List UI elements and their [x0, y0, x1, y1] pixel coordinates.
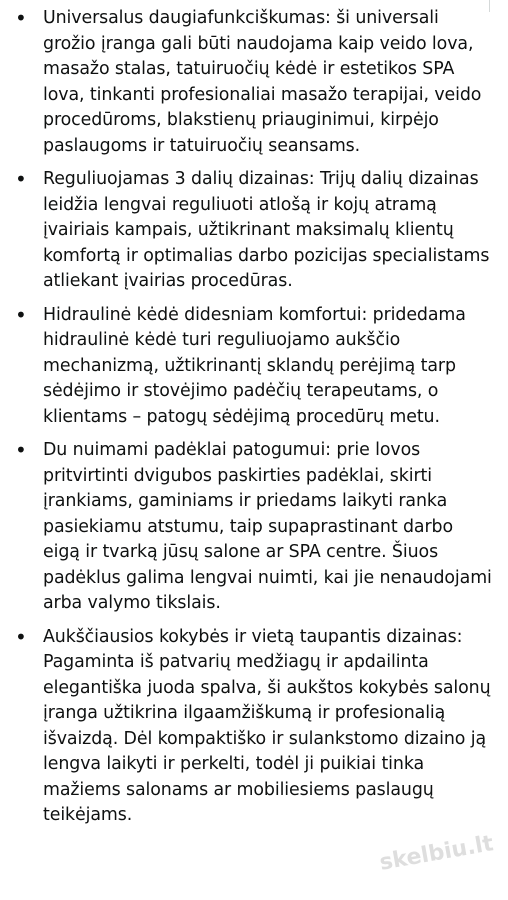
bullet-icon: •	[15, 6, 27, 30]
feature-text: Hidraulinė kėdė didesniam komfortui: pridedama hidraulinė kėdė turi reguliuojamo aukščio mechanizmą, užtikrinantį sklandų perėjimą tarp sėdėjimo ir stovėjimo padėčių terapeutams, o klientams – patogų sėdėjimą procedūrų metu.	[43, 304, 466, 427]
feature-item	[14, 625, 494, 829]
feature-item	[14, 6, 494, 159]
feature-item	[14, 438, 494, 617]
feature-text: Du nuimami padėklai patogumui: prie lovos pritvirtinti dvigubos paskirties padėklai, skirti įrankiams, gaminiams ir priedams laikyti ranka pasiekiamu atstumu, taip supaprastinant darbo eigą ir tvarką jūsų salone ar SPA centre. Šiuos padėklus galima lengvai nuimti, kai jie nenaudojami arba valymo tikslais.	[43, 440, 492, 613]
feature-text: Reguliuojamas 3 dalių dizainas: Trijų dalių dizainas leidžia lengvai reguliuoti atlošą ir kojų atramą įvairiais kampais, užtikrinant maksimalų klientų komfortą ir optimalias darbo pozicijas specialistams atliekant įvairias procedūras.	[43, 169, 490, 291]
divider-line	[489, 0, 490, 12]
feature-text: Aukščiausios kokybės ir vietą taupantis dizainas: Pagaminta iš patvarių medžiagų ir apdailinta elegantiška juoda spalva, ši aukštos kokybės salonų įranga užtikrina ilgaamžiškumą ir profesionalią išvaizdą. Dėl kompaktiško ir sulankstomo dizaino ją lengva laikyti ir perkelti, todėl ji puikiai tinka mažiems salonams ar mobiliesiems paslaugų teikėjams.	[43, 626, 491, 825]
feature-item	[14, 303, 494, 431]
bullet-icon: •	[15, 624, 27, 649]
watermark: skelbiu.lt	[377, 831, 496, 876]
bullet-icon: •	[15, 167, 27, 191]
feature-item	[14, 167, 494, 295]
feature-text: Universalus daugiafunkciškumas: ši universali grožio įranga gali būti naudojama kaip veido lova, masažo stalas, tatuiruočių kėdė ir estetikos SPA lova, tinkanti profesionaliai masažo terapijai, veido procedūroms, blakstienų priauginimui, kirpėjo paslaugoms ir tatuiruočių seansams.	[43, 8, 482, 156]
bullet-icon: •	[15, 438, 27, 462]
bullet-icon: •	[15, 302, 27, 327]
